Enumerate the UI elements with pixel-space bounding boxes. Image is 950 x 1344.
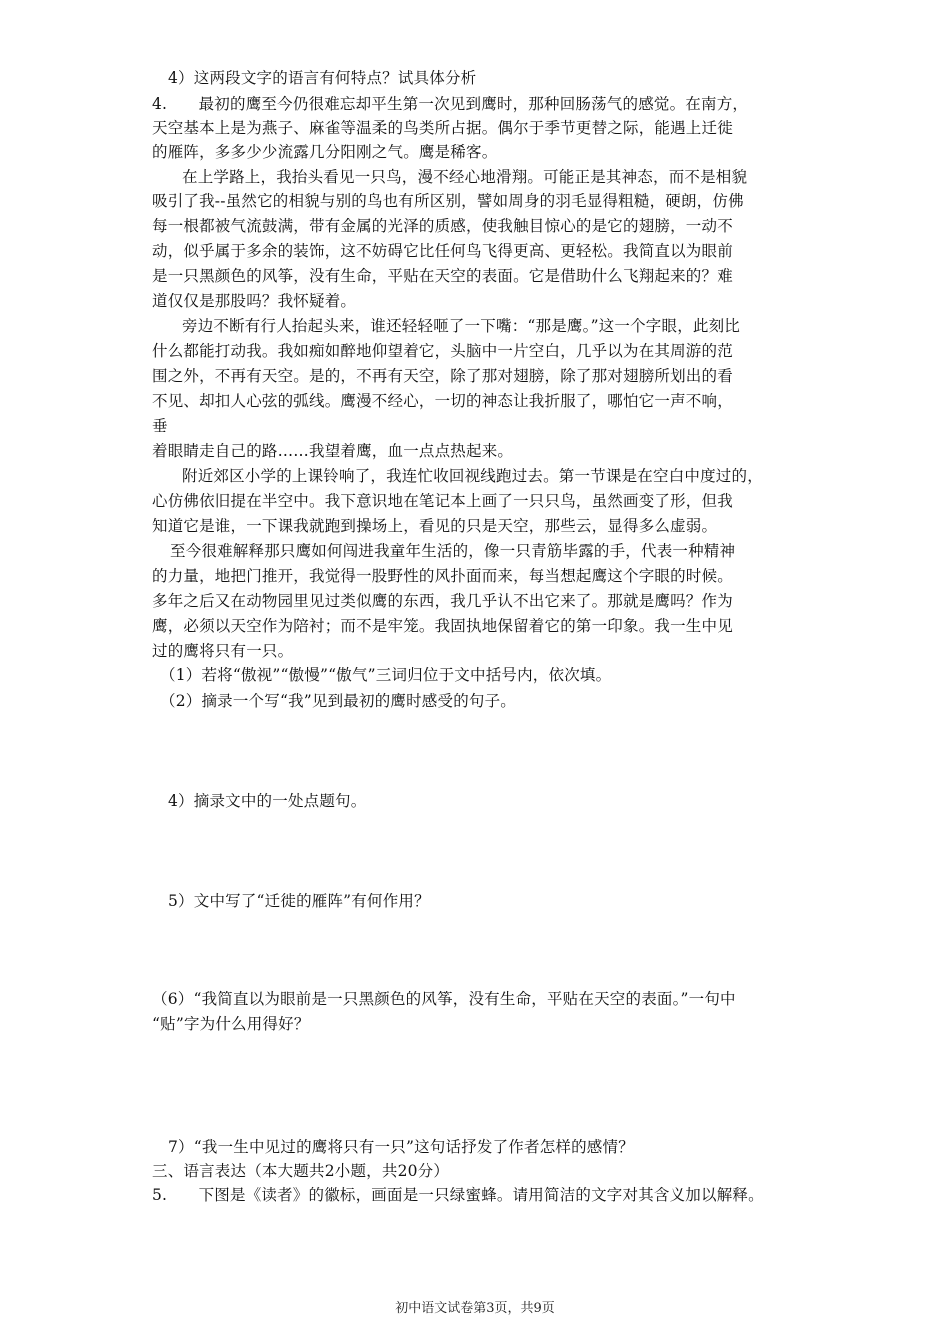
passage-line: 不见、却扣人心弦的弧线。鹰漫不经心，一切的神态让我折服了，哪怕它一声不响，: [152, 392, 733, 410]
question-4-prompt: 4）这两段文字的语言有何特点？试具体分析: [168, 69, 477, 87]
section-heading: 三、语言表达（本大题共2小题，共20分）: [152, 1162, 450, 1180]
passage-line: 天空基本上是为燕子、麻雀等温柔的鸟类所占据。偶尔于季节更替之际，能遇上迁徙: [152, 119, 733, 137]
question-6-cont: “贴”字为什么用得好？: [152, 1015, 310, 1033]
question-2: （2）摘录一个写“我”见到最初的鹰时感受的句子。: [160, 692, 517, 710]
passage-line: 是一只黑颜色的风筝，没有生命，平贴在天空的表面。它是借助什么飞翔起来的？难: [152, 267, 733, 285]
question-5-language: 5. 下图是《读者》的徽标，画面是一只绿蜜蜂。请用简洁的文字对其含义加以解释。: [152, 1186, 764, 1204]
passage-line: 旁边不断有行人抬起头来，谁还轻轻咂了一下嘴：“那是鹰。”这一个字眼，此刻比: [182, 317, 741, 335]
passage-line: 至今很难解释那只鹰如何闯进我童年生活的，像一只青筋毕露的手，代表一种精神: [170, 542, 736, 560]
passage-line: 动，似乎属于多余的装饰，这不妨碍它比任何鸟飞得更高、更轻松。我简直以为眼前: [152, 242, 733, 260]
passage-line: 知道它是谁，一下课我就跑到操场上，看见的只是天空，那些云，显得多么虚弱。: [152, 517, 718, 535]
passage-line: 鹰，必须以天空作为陪衬；而不是牢笼。我固执地保留着它的第一印象。我一生中见: [152, 617, 733, 635]
passage-line: 吸引了我--虽然它的相貌与别的鸟也有所区别，譬如周身的羽毛显得粗糙，硬朗，仿佛: [152, 192, 744, 210]
passage-line: 4. 最初的鹰至今仍很难忘却平生第一次见到鹰时，那种回肠荡气的感觉。在南方，: [152, 95, 749, 113]
passage-line: 围之外，不再有天空。是的，不再有天空，除了那对翅膀，除了那对翅膀所划出的看: [152, 367, 733, 385]
question-4: 4）摘录文中的一处点题句。: [168, 792, 367, 810]
passage-line: 的力量，地把门推开，我觉得一股野性的风扑面而来，每当想起鹰这个字眼的时候。: [152, 567, 733, 585]
passage-line: 着眼睛走自己的路……我望着鹰，血一点点热起来。: [152, 442, 514, 460]
passage-line: 垂: [152, 417, 168, 435]
passage-line: 多年之后又在动物园里见过类似鹰的东西，我几乎认不出它来了。那就是鹰吗？作为: [152, 592, 733, 610]
passage-line: 什么都能打动我。我如痴如醉地仰望着它，头脑中一片空白，几乎以为在其周游的范: [152, 342, 733, 360]
question-7: 7）“我一生中见过的鹰将只有一只”这句话抒发了作者怎样的感情？: [168, 1138, 634, 1156]
passage-line: 在上学路上，我抬头看见一只鸟，漫不经心地滑翔。可能正是其神态，而不是相貌: [182, 168, 748, 186]
question-6: （6）“我简直以为眼前是一只黑颜色的风筝，没有生命，平贴在天空的表面。”一句中: [152, 990, 736, 1008]
question-1: （1）若将“傲视”“傲慢”“傲气”三词归位于文中括号内，依次填。: [160, 666, 612, 684]
passage-line: 道仅仅是那股吗？我怀疑着。: [152, 292, 357, 310]
passage-line: 过的鹰将只有一只。: [152, 642, 294, 660]
passage-line: 附近郊区小学的上课铃响了，我连忙收回视线跑过去。第一节课是在空白中度过的，: [182, 467, 763, 485]
passage-line: 每一根都被气流鼓满，带有金属的光泽的质感，使我触目惊心的是它的翅膀，一动不: [152, 217, 733, 235]
passage-line: 的雁阵，多多少少流露几分阳刚之气。鹰是稀客。: [152, 143, 498, 161]
passage-line: 心仿佛依旧提在半空中。我下意识地在笔记本上画了一只只鸟，虽然画变了形，但我: [152, 492, 733, 510]
question-5: 5）文中写了“迁徙的雁阵”有何作用？: [168, 892, 430, 910]
page-footer: 初中语文试卷第3页，共9页: [395, 1301, 555, 1316]
